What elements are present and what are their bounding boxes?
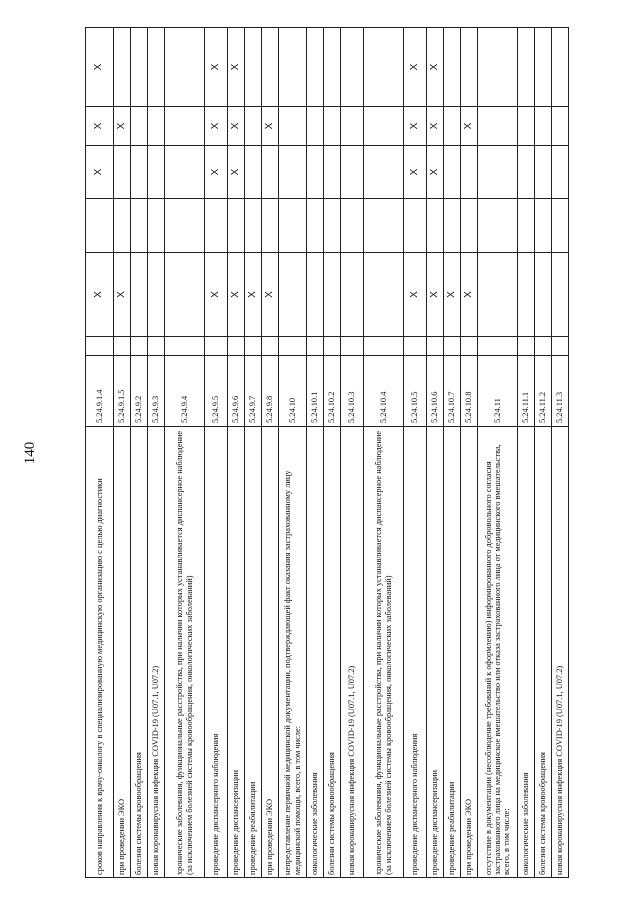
- mark-cell: [114, 28, 131, 107]
- mark-cell: [131, 146, 148, 199]
- mark-cell: X: [245, 253, 262, 337]
- mark-cell: [444, 146, 461, 199]
- mark-cell: [324, 199, 341, 253]
- row-description: онкологические заболевания: [518, 427, 535, 878]
- row-code: 5.24.10.5: [404, 356, 427, 427]
- mark-cell: [341, 28, 364, 107]
- mark-cell: X: [427, 253, 444, 337]
- row-description: болезни системы кровообращения: [324, 427, 341, 878]
- mark-cell: X: [404, 107, 427, 146]
- table-row: [364, 28, 404, 878]
- mark-cell: [518, 146, 535, 199]
- mark-cell: [245, 146, 262, 199]
- mark-cell: X: [86, 28, 114, 107]
- mark-cell: [518, 28, 535, 107]
- table-row: [341, 28, 364, 878]
- row-description: болезни системы кровообращения: [131, 427, 148, 878]
- row-description: проведение диспансерного наблюдения: [205, 427, 228, 878]
- spacer-cell: [262, 337, 279, 356]
- mark-cell: X: [404, 146, 427, 199]
- mark-cell: [131, 199, 148, 253]
- spacer-cell: [552, 337, 569, 356]
- row-description: проведение реабилитации: [444, 427, 461, 878]
- mark-cell: [279, 253, 307, 337]
- mark-cell: [364, 107, 404, 146]
- mark-cell: [114, 146, 131, 199]
- table-row: [86, 28, 114, 878]
- spacer-cell: [205, 337, 228, 356]
- mark-cell: [341, 107, 364, 146]
- mark-cell: X: [86, 146, 114, 199]
- mark-cell: [461, 146, 478, 199]
- row-description: новая коронавирусная инфекция COVID-19 (U07.1, U07.2): [148, 427, 165, 878]
- table-row: [427, 28, 444, 878]
- mark-cell: [552, 146, 569, 199]
- mark-cell: [535, 199, 552, 253]
- spacer-cell: [307, 337, 324, 356]
- mark-cell: X: [228, 107, 245, 146]
- row-description: отсутствие в документации (несоблюдение требований к оформлению) информированного добровольного согласия застрахованного лица на медицинское вмешательство или отказа застрахованного лица от медицинского вмешательства, всего, в том числе:: [478, 427, 518, 878]
- mark-cell: [364, 28, 404, 107]
- mark-cell: [307, 107, 324, 146]
- row-code: 5.24.11.1: [518, 356, 535, 427]
- table-row: [279, 28, 307, 878]
- row-description: непредставление первичной медицинской документации, подтверждающей факт оказания застрахованному лицу медицинской помощи, всего, в том числе:: [279, 427, 307, 878]
- mark-cell: [245, 28, 262, 107]
- mark-cell: [262, 199, 279, 253]
- mark-cell: [307, 253, 324, 337]
- mark-cell: X: [114, 253, 131, 337]
- rotated-sheet: [85, 28, 565, 878]
- mark-cell: X: [205, 146, 228, 199]
- spacer-cell: [324, 337, 341, 356]
- mark-cell: [535, 107, 552, 146]
- row-description: хронические заболевания, функциональные расстройства, при наличии которых устанавливается диспансерное наблюдение (за исключением болезней системы кровообращения, онкологических заболеваний): [364, 427, 404, 878]
- spacer-cell: [131, 337, 148, 356]
- spacer-cell: [518, 337, 535, 356]
- row-code: 5.24.10.8: [461, 356, 478, 427]
- mark-cell: [279, 28, 307, 107]
- mark-cell: X: [228, 28, 245, 107]
- table-row: [245, 28, 262, 878]
- spacer-cell: [364, 337, 404, 356]
- row-code: 5.24.9.1.4: [86, 356, 114, 427]
- mark-cell: [461, 28, 478, 107]
- mark-cell: [165, 107, 205, 146]
- spacer-cell: [86, 337, 114, 356]
- spacer-cell: [404, 337, 427, 356]
- mark-cell: [228, 199, 245, 253]
- mark-cell: [478, 253, 518, 337]
- table-row: [114, 28, 131, 878]
- row-description: при проведении ЭКО: [262, 427, 279, 878]
- mark-cell: [444, 28, 461, 107]
- mark-cell: [535, 28, 552, 107]
- mark-cell: [148, 107, 165, 146]
- table-row: [262, 28, 279, 878]
- row-description: новая коронавирусная инфекция COVID-19 (U07.1, U07.2): [552, 427, 569, 878]
- row-code: 5.24.9.5: [205, 356, 228, 427]
- mark-cell: [427, 199, 444, 253]
- mark-cell: [535, 146, 552, 199]
- row-code: 5.24.9.3: [148, 356, 165, 427]
- mark-cell: [518, 107, 535, 146]
- page-number: 140: [22, 441, 38, 465]
- mark-cell: X: [205, 28, 228, 107]
- row-code: 5.24.10.4: [364, 356, 404, 427]
- table-row: [131, 28, 148, 878]
- mark-cell: [245, 107, 262, 146]
- mark-cell: X: [444, 253, 461, 337]
- table-row: [461, 28, 478, 878]
- mark-cell: [307, 199, 324, 253]
- mark-cell: X: [461, 107, 478, 146]
- table-row: [444, 28, 461, 878]
- mark-cell: [148, 253, 165, 337]
- mark-cell: [307, 28, 324, 107]
- mark-cell: [518, 253, 535, 337]
- row-code: 5.24.10.2: [324, 356, 341, 427]
- spacer-cell: [444, 337, 461, 356]
- mark-cell: X: [262, 107, 279, 146]
- row-description: онкологические заболевания: [307, 427, 324, 878]
- mark-cell: [364, 146, 404, 199]
- row-description: проведение диспансерного наблюдения: [404, 427, 427, 878]
- spacer-cell: [279, 337, 307, 356]
- row-code: 5.24.10: [279, 356, 307, 427]
- mark-cell: [114, 199, 131, 253]
- mark-cell: [148, 28, 165, 107]
- mark-cell: [404, 199, 427, 253]
- table-row: [478, 28, 518, 878]
- mark-cell: X: [228, 253, 245, 337]
- mark-cell: [478, 107, 518, 146]
- mark-cell: [444, 107, 461, 146]
- table-frame: [85, 28, 565, 878]
- mark-cell: [131, 253, 148, 337]
- mark-cell: [324, 28, 341, 107]
- table-row: [165, 28, 205, 878]
- row-code: 5.24.9.8: [262, 356, 279, 427]
- table-row: [324, 28, 341, 878]
- mark-cell: [279, 107, 307, 146]
- mark-cell: X: [86, 253, 114, 337]
- mark-cell: X: [461, 253, 478, 337]
- mark-cell: [518, 199, 535, 253]
- spacer-cell: [427, 337, 444, 356]
- mark-cell: [364, 253, 404, 337]
- mark-cell: [165, 146, 205, 199]
- mark-cell: [341, 253, 364, 337]
- table-row: [535, 28, 552, 878]
- mark-cell: [444, 199, 461, 253]
- spacer-cell: [535, 337, 552, 356]
- mark-cell: X: [205, 107, 228, 146]
- mark-cell: [307, 146, 324, 199]
- table-row: [307, 28, 324, 878]
- row-code: 5.24.11: [478, 356, 518, 427]
- table-row: [148, 28, 165, 878]
- spacer-cell: [114, 337, 131, 356]
- mark-cell: [552, 253, 569, 337]
- row-code: 5.24.9.6: [228, 356, 245, 427]
- mark-cell: [131, 28, 148, 107]
- row-description: новая коронавирусная инфекция COVID-19 (U07.1, U07.2): [341, 427, 364, 878]
- mark-cell: [262, 28, 279, 107]
- row-code: 5.24.10.7: [444, 356, 461, 427]
- row-description: проведение диспансеризации: [228, 427, 245, 878]
- row-code: 5.24.10.6: [427, 356, 444, 427]
- row-description: болезни системы кровообращения: [535, 427, 552, 878]
- row-code: 5.24.10.1: [307, 356, 324, 427]
- mark-cell: [324, 253, 341, 337]
- mark-cell: [478, 146, 518, 199]
- mark-cell: [245, 199, 262, 253]
- mark-cell: [205, 199, 228, 253]
- mark-cell: X: [114, 107, 131, 146]
- mark-cell: X: [205, 253, 228, 337]
- table-body: [86, 28, 569, 878]
- mark-cell: [552, 199, 569, 253]
- row-description: проведение диспансеризации: [427, 427, 444, 878]
- mark-cell: [341, 199, 364, 253]
- mark-cell: [552, 107, 569, 146]
- row-code: 5.24.9.4: [165, 356, 205, 427]
- spacer-cell: [165, 337, 205, 356]
- mark-cell: [324, 146, 341, 199]
- mark-cell: [364, 199, 404, 253]
- mark-cell: [478, 28, 518, 107]
- spacer-cell: [245, 337, 262, 356]
- row-code: 5.24.9.2: [131, 356, 148, 427]
- table-row: [552, 28, 569, 878]
- mark-cell: X: [404, 253, 427, 337]
- row-code: 5.24.10.3: [341, 356, 364, 427]
- mark-cell: [552, 28, 569, 107]
- mark-cell: X: [427, 107, 444, 146]
- requirements-table: [85, 27, 569, 878]
- table-row: [205, 28, 228, 878]
- table-row: [404, 28, 427, 878]
- mark-cell: [165, 253, 205, 337]
- spacer-cell: [341, 337, 364, 356]
- mark-cell: X: [228, 146, 245, 199]
- mark-cell: [341, 146, 364, 199]
- row-description: сроков направления к врачу-онкологу в специализированную медицинскую организацию с целью диагностики: [86, 427, 114, 878]
- row-code: 5.24.11.2: [535, 356, 552, 427]
- row-description: хронические заболевания, функциональные расстройства, при наличии которых устанавливается диспансерное наблюдение (за исключением болезней системы кровообращения, онкологических заболеваний): [165, 427, 205, 878]
- mark-cell: [478, 199, 518, 253]
- mark-cell: [148, 199, 165, 253]
- mark-cell: X: [427, 28, 444, 107]
- row-code: 5.24.9.7: [245, 356, 262, 427]
- mark-cell: [262, 146, 279, 199]
- table-row: [518, 28, 535, 878]
- mark-cell: X: [262, 253, 279, 337]
- row-code: 5.24.11.3: [552, 356, 569, 427]
- mark-cell: [148, 146, 165, 199]
- mark-cell: [165, 199, 205, 253]
- row-description: при проведении ЭКО: [461, 427, 478, 878]
- mark-cell: [279, 146, 307, 199]
- spacer-cell: [478, 337, 518, 356]
- spacer-cell: [228, 337, 245, 356]
- row-description: при проведении ЭКО: [114, 427, 131, 878]
- mark-cell: [461, 199, 478, 253]
- mark-cell: [86, 199, 114, 253]
- table-row: [228, 28, 245, 878]
- mark-cell: X: [404, 28, 427, 107]
- spacer-cell: [461, 337, 478, 356]
- mark-cell: [279, 199, 307, 253]
- row-description: проведение реабилитации: [245, 427, 262, 878]
- mark-cell: X: [86, 107, 114, 146]
- spacer-cell: [148, 337, 165, 356]
- mark-cell: X: [427, 146, 444, 199]
- mark-cell: [535, 253, 552, 337]
- mark-cell: [324, 107, 341, 146]
- mark-cell: [131, 107, 148, 146]
- mark-cell: [165, 28, 205, 107]
- row-code: 5.24.9.1.5: [114, 356, 131, 427]
